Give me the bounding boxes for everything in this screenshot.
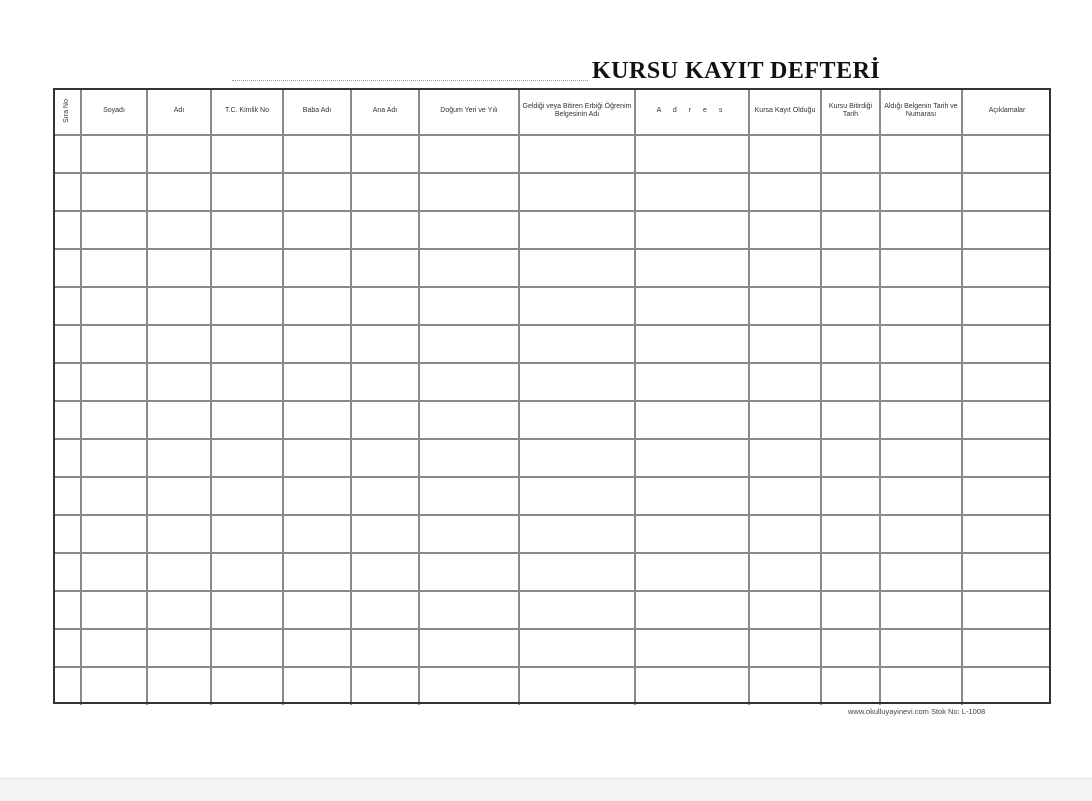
- publisher-footer: www.okulluyayinevi.com Stok No: L-1008: [848, 707, 986, 716]
- col-header-baba-adi: Baba Adı: [283, 88, 351, 135]
- col-header-ana-adi: Ana Adı: [351, 88, 419, 135]
- title-dotted-leader: [232, 80, 588, 81]
- col-header-tc-kimlik-no: T.C. Kimlik No: [211, 88, 283, 135]
- col-header-dogum-yeri-yili: Doğum Yeri ve Yılı: [419, 88, 519, 135]
- col-header-kursu-bitirdigi: Kursu Bitirdiği Tarih: [821, 88, 880, 135]
- col-header-aciklamalar: Açıklamalar: [962, 88, 1051, 135]
- col-header-ogrenim-belgesi: Geldiği veya Bitiren Erbiği Öğrenim Belgesinin Adı: [519, 88, 635, 135]
- col-header-soyadi: Soyadı: [81, 88, 147, 135]
- col-header-adres: A d r e s: [635, 88, 749, 135]
- page-title: KURSU KAYIT DEFTERİ: [592, 58, 881, 84]
- col-header-kursa-kayit: Kursa Kayıt Olduğu: [749, 88, 821, 135]
- col-header-aldigi-belge: Aldığı Belgenin Tarih ve Numarası: [880, 88, 962, 135]
- table-outer-border: [53, 88, 1051, 704]
- col-header-adi: Adı: [147, 88, 211, 135]
- col-header-sira-no: Sıra No: [53, 88, 81, 135]
- bottom-strip: [0, 778, 1092, 801]
